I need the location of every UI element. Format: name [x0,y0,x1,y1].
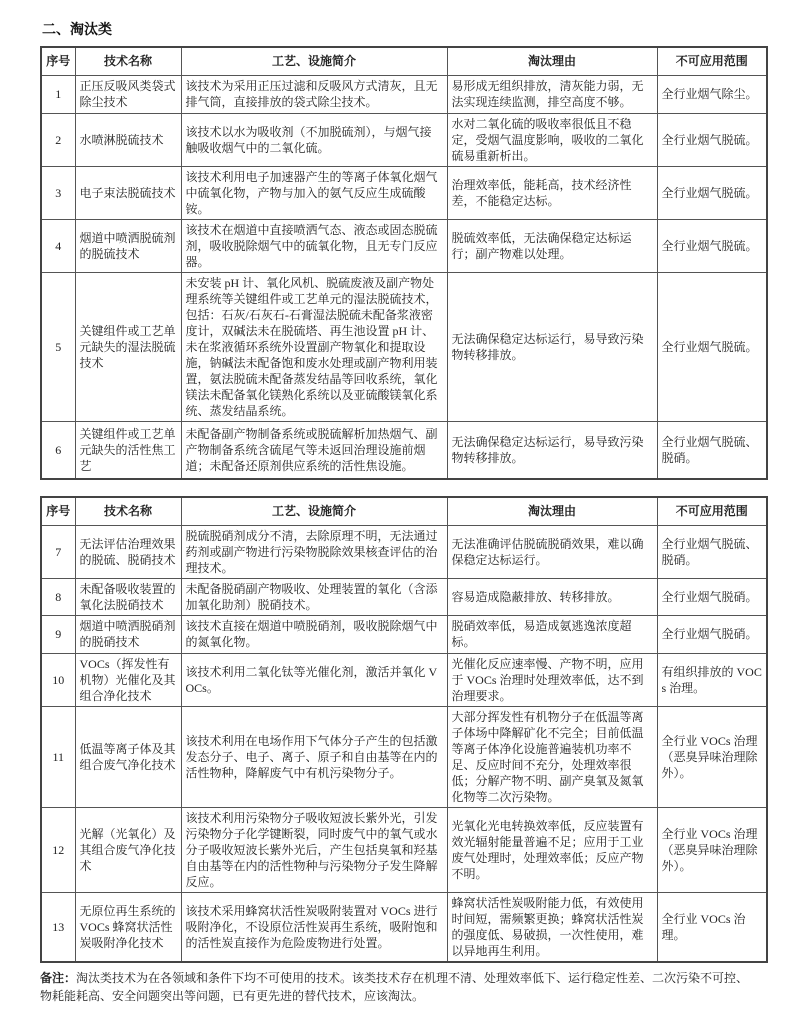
table-row [41,421,767,479]
cell-reason: 大部分挥发性有机物分子在低温等离子体场中降解矿化不完全；目前低温等离子体净化设施普遍装机功率不足、反应时间不充分，处理效率很低；分解产物不明、副产臭氧及氮氧化物等二次污染物。 [447,706,657,807]
cell-tech-name: 无原位再生系统的 VOCs 蜂窝状活性炭吸附净化技术 [75,892,181,962]
elimination-table-part1 [40,46,768,480]
cell-description: 该技术以水为吸收剂（不加脱硫剂），与烟气接触吸收烟气中的二氧化硫。 [181,113,447,166]
cell-scope: 全行业烟气脱硫、脱硝。 [657,421,767,479]
cell-scope: 全行业烟气脱硝。 [657,615,767,653]
cell-seq: 2 [41,113,75,166]
cell-seq: 1 [41,75,75,113]
cell-reason: 脱硫效率低，无法确保稳定达标运行；副产物难以处理。 [447,219,657,272]
cell-tech-name: 水喷淋脱硫技术 [75,113,181,166]
cell-tech-name: VOCs（挥发性有机物）光催化及其组合净化技术 [75,653,181,706]
cell-tech-name: 电子束法脱硫技术 [75,166,181,219]
table-row [41,578,767,615]
cell-description: 该技术利用在电场作用下气体分子产生的包括激发态分子、电子、离子、原子和自由基等在内的活性物种，降解废气中有机污染物分子。 [181,706,447,807]
cell-seq: 10 [41,653,75,706]
cell-reason: 无法确保稳定达标运行，易导致污染物转移排放。 [447,421,657,479]
cell-seq: 6 [41,421,75,479]
footnote [40,969,760,1005]
section-title: 二、淘汰类 [42,21,112,37]
cell-tech-name: 正压反吸风类袋式除尘技术 [75,75,181,113]
cell-tech-name: 低温等离子体及其组合废气净化技术 [75,706,181,807]
cell-description: 该技术利用二氧化钛等光催化剂，激活并氧化 VOCs。 [181,653,447,706]
cell-reason: 脱硝效率低，易造成氨逃逸浓度超标。 [447,615,657,653]
cell-tech-name: 无法评估治理效果的脱硫、脱硝技术 [75,525,181,578]
table-body [41,75,767,479]
cell-scope: 全行业烟气脱硫。 [657,272,767,421]
cell-seq: 5 [41,272,75,421]
cell-seq: 3 [41,166,75,219]
cell-scope: 全行业烟气脱硫。 [657,113,767,166]
header-seq: 序号 [41,497,75,525]
cell-seq: 9 [41,615,75,653]
table-row [41,272,767,421]
table-header-row [41,47,767,75]
cell-scope: 全行业烟气脱硫。 [657,166,767,219]
cell-seq: 8 [41,578,75,615]
cell-description: 脱硫脱硝剂成分不清，去除原理不明，无法通过药剂或副产物进行污染物脱除效果核查评估的治理技术。 [181,525,447,578]
cell-scope: 有组织排放的 VOCs 治理。 [657,653,767,706]
cell-seq: 11 [41,706,75,807]
table-row [41,75,767,113]
cell-scope: 全行业烟气脱硫、脱硝。 [657,525,767,578]
table-row [41,615,767,653]
cell-scope: 全行业 VOCs 治理（恶臭异味治理除外）。 [657,807,767,892]
cell-seq: 13 [41,892,75,962]
cell-seq: 4 [41,219,75,272]
cell-tech-name: 光解（光氧化）及其组合废气净化技术 [75,807,181,892]
cell-scope: 全行业烟气除尘。 [657,75,767,113]
cell-description: 该技术在烟道中直接喷洒气态、液态或固态脱硫剂，吸收脱除烟气中的硫氧化物，且无专门反应器。 [181,219,447,272]
table-row [41,113,767,166]
cell-reason: 易形成无组织排放，清灰能力弱，无法实现连续监测，排空高度不够。 [447,75,657,113]
cell-description: 未配备副产物制备系统或脱硫解析加热烟气、副产物制备系统含硫尾气等未返回治理设施前烟道；未配备还原剂供应系统的活性焦设施。 [181,421,447,479]
cell-reason: 治理效率低，能耗高，技术经济性差，不能稳定达标。 [447,166,657,219]
cell-tech-name: 烟道中喷洒脱硝剂的脱硝技术 [75,615,181,653]
cell-scope: 全行业烟气脱硝。 [657,578,767,615]
cell-description: 未安装 pH 计、氧化风机、脱硫废液及副产物处理系统等关键组件或工艺单元的湿法脱硫技术，包括：石灰/石灰石-石膏湿法脱硫未配备浆液密度计，双碱法未在脱硫塔、再生池设置 pH 计、未在浆液循环系统外设置副产物氧化和提取设施，钠碱法未配备饱和废水处理或副产物利用装置，氨法脱硫未配备蒸发结晶等回收系统，氧化镁法未配备氧化镁熟化系统以及亚硫酸镁氧化系统、蒸发结晶系统。 [181,272,447,421]
cell-reason: 光氧化光电转换效率低，反应装置有效光辐射能量普遍不足；应用于工业废气处理时，处理效率低；反应产物不明。 [447,807,657,892]
cell-reason: 光催化反应速率慢、产物不明，应用于 VOCs 治理时处理效率低，达不到治理要求。 [447,653,657,706]
cell-tech-name: 未配备吸收装置的氧化法脱硝技术 [75,578,181,615]
cell-description: 未配备脱硝副产物吸收、处理装置的氧化（含添加氧化助剂）脱硝技术。 [181,578,447,615]
header-tech-name: 技术名称 [75,497,181,525]
header-seq: 序号 [41,47,75,75]
header-reason: 淘汰理由 [447,497,657,525]
header-scope: 不可应用范围 [657,47,767,75]
cell-tech-name: 关键组件或工艺单元缺失的活性焦工艺 [75,421,181,479]
table-header-row [41,497,767,525]
cell-reason: 容易造成隐蔽排放、转移排放。 [447,578,657,615]
cell-seq: 12 [41,807,75,892]
cell-seq: 7 [41,525,75,578]
cell-scope: 全行业 VOCs 治理。 [657,892,767,962]
cell-reason: 无法准确评估脱硫脱硝效果，难以确保稳定达标运行。 [447,525,657,578]
table-row [41,706,767,807]
header-scope: 不可应用范围 [657,497,767,525]
cell-description: 该技术为采用正压过滤和反吸风方式清灰，且无排气筒，直接排放的袋式除尘技术。 [181,75,447,113]
table-row [41,653,767,706]
cell-scope: 全行业 VOCs 治理（恶臭异味治理除外）。 [657,706,767,807]
cell-reason: 无法确保稳定达标运行，易导致污染物转移排放。 [447,272,657,421]
cell-description: 该技术利用电子加速器产生的等离子体氧化烟气中硫氧化物，产物与加入的氨气反应生成硫酸铵。 [181,166,447,219]
cell-description: 该技术采用蜂窝状活性炭吸附装置对 VOCs 进行吸附净化，不设原位活性炭再生系统，吸附饱和的活性炭直接作为危险废物进行处置。 [181,892,447,962]
table-row [41,219,767,272]
table-row [41,166,767,219]
elimination-table-part2 [40,496,768,963]
cell-description: 该技术直接在烟道中喷脱硝剂，吸收脱除烟气中的氮氧化物。 [181,615,447,653]
table-body [41,525,767,962]
cell-tech-name: 关键组件或工艺单元缺失的湿法脱硫技术 [75,272,181,421]
cell-reason: 水对二氧化硫的吸收率很低且不稳定，受烟气温度影响，吸收的二氧化硫易重新析出。 [447,113,657,166]
header-description: 工艺、设施简介 [181,47,447,75]
header-description: 工艺、设施简介 [181,497,447,525]
cell-reason: 蜂窝状活性炭吸附能力低，有效使用时间短，需频繁更换；蜂窝状活性炭的强度低、易破损，一次性使用，难以异地再生利用。 [447,892,657,962]
table-row [41,807,767,892]
cell-description: 该技术利用污染物分子吸收短波长紫外光，引发污染物分子化学键断裂，同时废气中的氧气或水分子吸收短波长紫外光后，产生包括臭氧和羟基自由基等在内的活性物种与污染物分子发生降解反应。 [181,807,447,892]
footnote-text: 淘汰类技术为在各领域和条件下均不可使用的技术。该类技术存在机理不清、处理效率低下、运行稳定性差、二次污染不可控、物耗能耗高、安全问题突出等问题，已有更先进的替代技术，应该淘汰。 [40,970,749,1003]
header-reason: 淘汰理由 [447,47,657,75]
table-row [41,892,767,962]
header-tech-name: 技术名称 [75,47,181,75]
cell-tech-name: 烟道中喷洒脱硫剂的脱硫技术 [75,219,181,272]
table-row [41,525,767,578]
cell-scope: 全行业烟气脱硫。 [657,219,767,272]
footnote-label: 备注： [40,970,77,985]
